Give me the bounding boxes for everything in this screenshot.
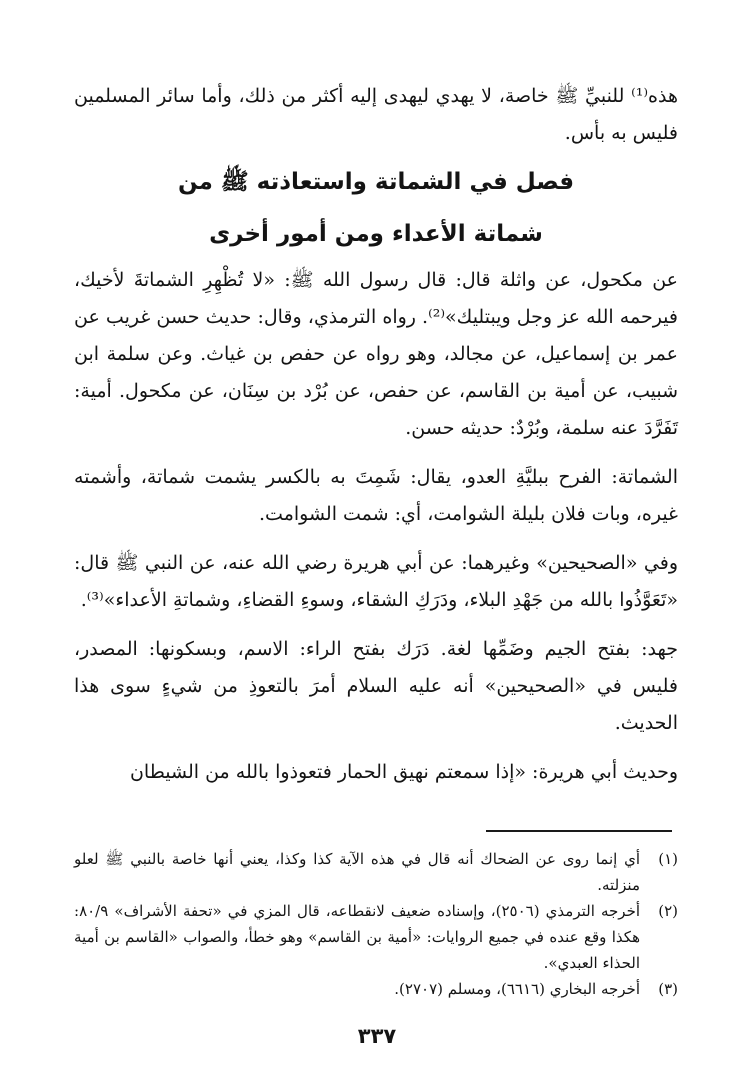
- footnote-number: (١): [658, 850, 678, 868]
- footnote-3: [74, 976, 678, 1002]
- footnote-text: أخرجه البخاري (٦٦١٦)، ومسلم (٢٧٠٧).: [394, 980, 640, 998]
- section-heading-line-1: فصل في الشماتة واستعاذته ﷺ من: [177, 169, 575, 195]
- paragraph-makhul-hadith: عن مكحول، عن واثلة قال: قال رسول الله ﷺ: «لا تُظْهِرِ الشماتةَ لأخيك، فيرحمه الله عز وجل ويبتليك»⁽²⁾. رواه الترمذي، وقال: حديث حسن غريب عن عمر بن إسماعيل، عن مجالد، وهو رواه عن حفص بن غياث. وعن سلمة ابن شبيب، عن أمية بن القاسم، عن حفص، عن بُرْد بن سِنَان، عن مكحول. أمية: تَفَرَّدَ عنه سلمة، وبُرْدٌ: حديثه حسن.: [74, 269, 678, 439]
- paragraph-abu-hurayra-hadith: وحديث أبي هريرة: «إذا سمعتم نهيق الحمار فتعوذوا بالله من الشيطان: [129, 761, 678, 783]
- footnote-number: (٣): [658, 980, 678, 998]
- section-heading: [74, 156, 678, 260]
- footnote-number: (٢): [658, 902, 678, 920]
- footnote-2: [74, 898, 678, 976]
- section-heading-line-2: شماتة الأعداء ومن أمور أخرى: [209, 221, 543, 247]
- paragraph-jahd-explanation: جهد: بفتح الجيم وضَمِّها لغة. دَرَك بفتح الراء: الاسم، وبسكونها: المصدر، فليس في «الصحيحين» أنه عليه السلام أمرَ بالتعوذِ من شيءٍ سوى هذا الحديث.: [74, 638, 678, 734]
- paragraph-intro: هذه⁽¹⁾ للنبيِّ ﷺ خاصة، لا يهدي ليهدى إليه أكثر من ذلك، وأما سائر المسلمين فليس به بأس.: [74, 85, 678, 144]
- footnote-text: أي إنما روى عن الضحاك أنه قال في هذه الآية كذا وكذا، يعني أنها خاصة بالنبي ﷺ لعلو منزلته.: [74, 850, 640, 894]
- page-body: [74, 78, 678, 791]
- paragraph-shamata-definition: الشماتة: الفرح ببليَّةِ العدو، يقال: شَمِتَ به بالكسر يشمت شماتة، وأشمته غيره، وبات فلان بليلة الشوامت، أي: شمت الشوامت.: [74, 466, 678, 525]
- footnote-1: [74, 846, 678, 898]
- footnotes: [74, 846, 678, 1002]
- footnote-divider: [486, 830, 672, 832]
- footnote-text: أخرجه الترمذي (٢٥٠٦)، وإسناده ضعيف لانقطاعه، قال المزي في «تحفة الأشراف» ٨٠/٩: هكذا وقع عنده في جميع الروايات: «أمية بن القاسم» وهو خطأ، والصواب «القاسم بن أمية الحذاء العبدي».: [74, 902, 641, 972]
- paragraph-sahihayn-hadith: وفي «الصحيحين» وغيرهما: عن أبي هريرة رضي الله عنه، عن النبي ﷺ قال: «تَعَوَّذُوا بالله من جَهْدِ البلاء، ودَرَكِ الشقاء، وسوءِ القضاءِ، وشماتةِ الأعداء»⁽³⁾.: [74, 552, 678, 611]
- page-number: ٣٣٧: [357, 1024, 397, 1048]
